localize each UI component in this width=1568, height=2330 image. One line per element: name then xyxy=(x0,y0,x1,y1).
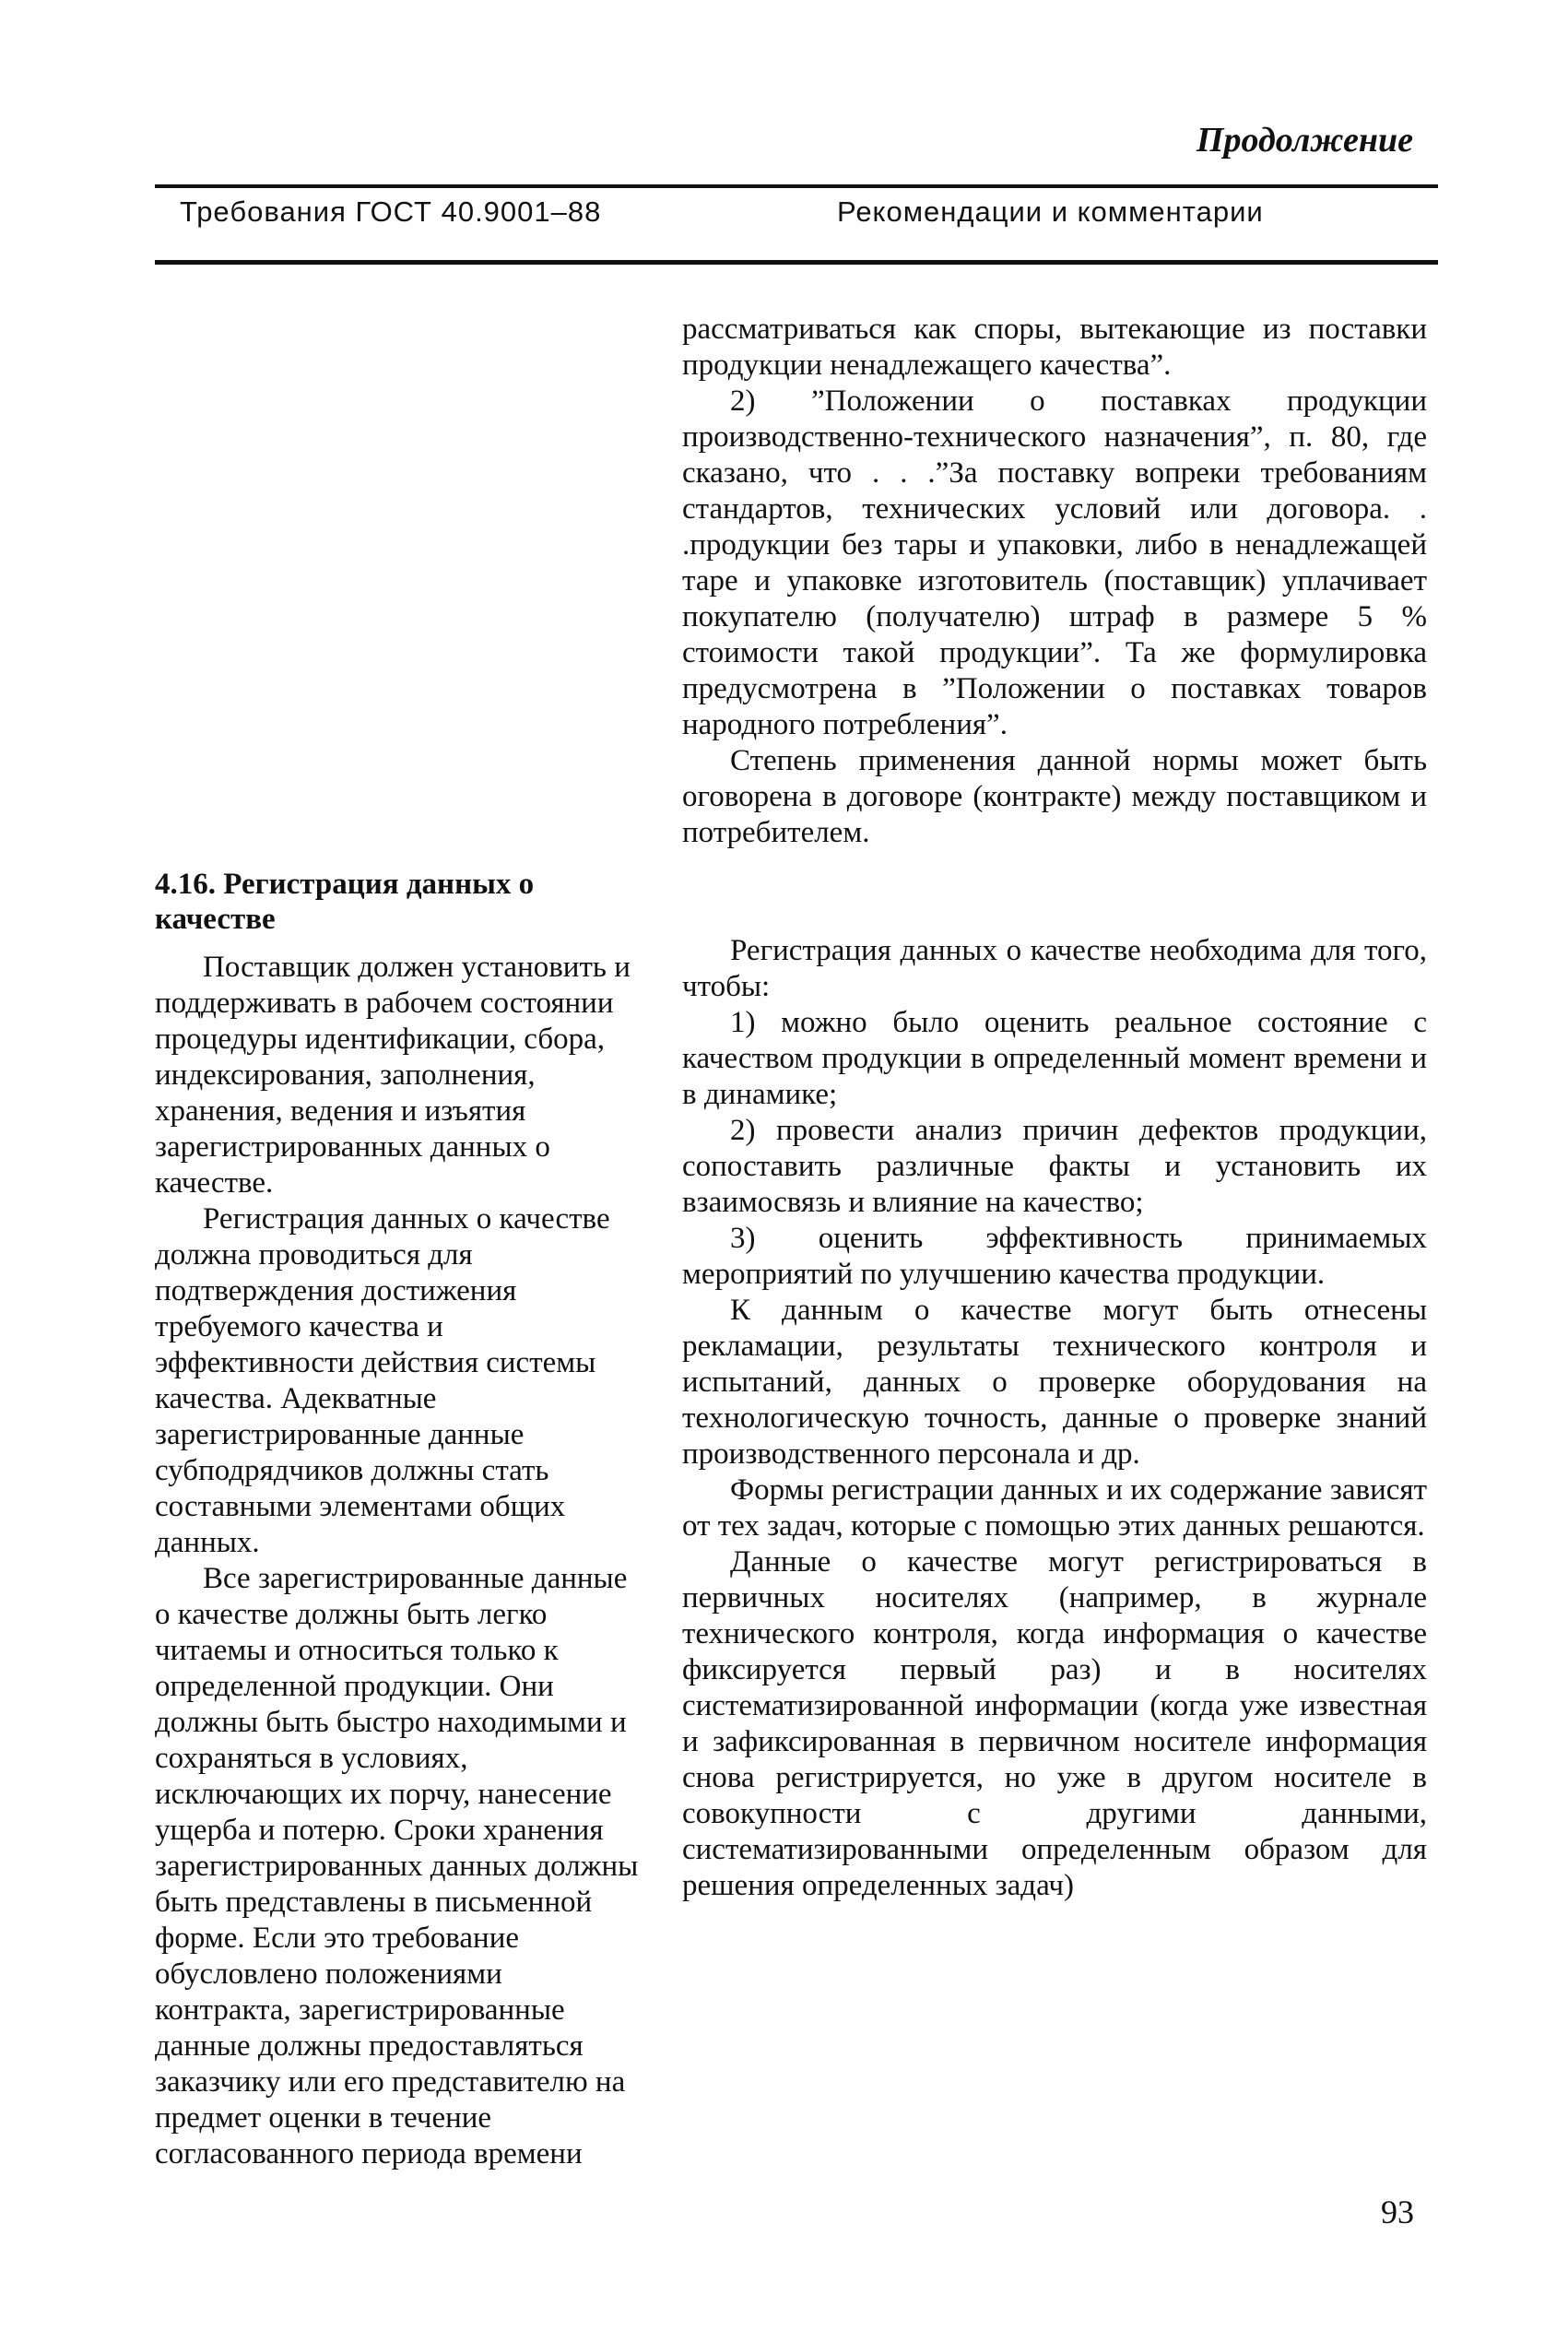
requirement-paragraph: Поставщик должен установить и поддерживать в рабочем состоянии процедуры идентификации, сбора, индексирования, заполнения, хранения, ведения и изъятия зарегистрированных данных о качестве. xyxy=(155,951,631,1200)
requirement-paragraph: Регистрация данных о качестве должна проводиться для подтверждения достижения требуемого качества и эффективности действия системы качества. Адекватные зарегистрированные данные субподрядчиков должны стать составными элементами общих данных. xyxy=(155,1202,610,1559)
left-column-title: Требования ГОСТ 40.9001–88 xyxy=(180,195,602,228)
header-top-rule xyxy=(155,184,1438,188)
commentary-paragraph: 2) ”Положении о поставках продукции производственно-технического назначения”, п. 80, где сказано, что . . .”За поставку вопреки требованиям стандартов, технических условий или договора. . .продукции без тары и упаковки, либо в ненадлежащей таре и упаковке изготовитель (поставщик) уплачивает покупателю (получателю) штраф в размере 5 % стоимости такой продукции”. Та же формулировка предусмотрена в ”Положении о поставках товаров народного потребления”. xyxy=(682,384,1427,741)
commentary-paragraph: К данным о качестве могут быть отнесены рекламации, результаты технического контроля и испытаний, данных о проверке оборудования на технологическую точность, данные о проверке знаний производственного персонала и др. xyxy=(682,1294,1427,1471)
commentary-list-item: 1) можно было оценить реальное состояние с качеством продукции в определенный момент времени и в динамике; xyxy=(682,1006,1427,1111)
commentary-list-item: 3) оценить эффективность принимаемых мероприятий по улучшению качества продукции. xyxy=(682,1222,1427,1291)
header-bottom-rule xyxy=(155,260,1438,265)
requirements-column xyxy=(155,867,643,2172)
commentary-column xyxy=(682,933,1427,1904)
commentary-paragraph: Регистрация данных о качестве необходима для того, чтобы: xyxy=(682,934,1427,1003)
continuation-label: Продолжение xyxy=(1196,121,1413,160)
section-title: Регистрация данных о качестве xyxy=(155,868,535,936)
commentary-list-item: 2) провести анализ причин дефектов продукции, сопоставить различные факты и установить их взаимосвязь и влияние на качество; xyxy=(682,1114,1427,1219)
commentary-continued xyxy=(682,312,1427,851)
commentary-paragraph: рассматриваться как споры, вытекающие из поставки продукции ненадлежащего качества”. xyxy=(682,313,1427,382)
commentary-paragraph: Данные о качестве могут регистрироваться в первичных носителях (например, в журнале технического контроля, когда информация о качестве фиксируется первый раз) и в носителях систематизированной информации (когда уже известная и зафиксированная в первичном носителе информация снова регистрируется, но уже в другом носителе в совокупности с другими данными, систематизированными определенным образом для решения определенных задач) xyxy=(682,1545,1427,1902)
commentary-paragraph: Формы регистрации данных и их содержание зависят от тех задач, которые с помощью этих данных решаются. xyxy=(682,1473,1427,1543)
right-column-title: Рекомендации и комментарии xyxy=(837,195,1264,228)
section-heading xyxy=(155,867,643,937)
page-number: 93 xyxy=(1381,2194,1414,2230)
requirement-paragraph: Все зарегистрированные данные о качестве должны быть легко читаемы и относиться только к определенной продукции. Они должны быть быстро находимыми и сохраняться в условиях, исключающих их порчу, нанесение ущерба и потерю. Сроки хранения зарегистрированных данных должны быть представлены в письменной форме. Если это требование обусловлено положениями контракта, зарегистрированные данные должны предоставляться заказчику или его представителю на предмет оценки в течение согласованного периода времени xyxy=(155,1562,639,2170)
section-number: 4.16. xyxy=(155,868,216,901)
commentary-paragraph: Степень применения данной нормы может быть оговорена в договоре (контракте) между поставщиком и потребителем. xyxy=(682,744,1427,849)
